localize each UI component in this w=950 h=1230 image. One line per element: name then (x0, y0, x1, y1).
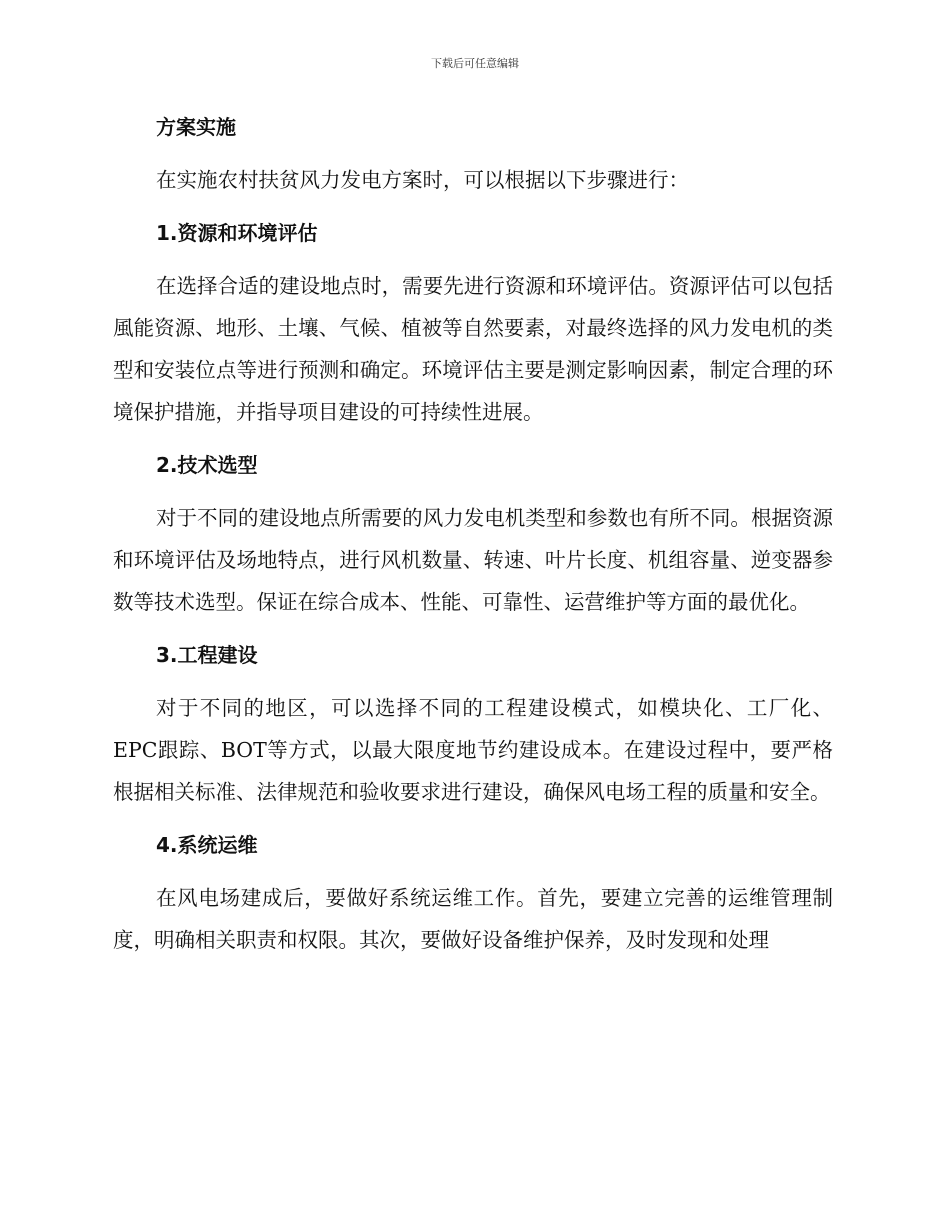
page-header: 下载后可任意编辑 (431, 57, 519, 70)
heading-technology-selection: 2.技术选型 (156, 453, 258, 477)
heading-system-operation: 4.系统运维 (156, 833, 258, 857)
paragraph-engineering-construction: 对于不同的地区，可以选择不同的工程建设模式，如模块化、工厂化、EPC跟踪、BOT等方式，以最大限度地节约建设成本。在建设过程中，要严格根据相关标准、法律规范和验收要求进行建设，确保风电场工程的质量和安全。 (113, 696, 833, 804)
intro-paragraph: 在实施农村扶贫风力发电方案时，可以根据以下步骤进行： (156, 168, 689, 192)
paragraph-system-operation: 在风电场建成后，要做好系统运维工作。首先，要建立完善的运维管理制度，明确相关职责和权限。其次，要做好设备维护保养，及时发现和处理 (113, 886, 833, 952)
paragraph-resource-assessment: 在选择合适的建设地点时，需要先进行资源和环境评估。资源评估可以包括風能资源、地形、土壤、气候、植被等自然要素，对最终选择的风力发电机的类型和安装位点等进行预测和确定。环境评估主要是测定影响因素，制定合理的环境保护措施，并指导项目建设的可持续性进展。 (113, 274, 833, 424)
paragraph-technology-selection: 对于不同的建设地点所需要的风力发电机类型和参数也有所不同。根据资源和环境评估及场地特点，进行风机数量、转速、叶片长度、机组容量、逆变器参数等技术选型。保证在综合成本、性能、可靠性、运营维护等方面的最优化。 (113, 506, 833, 614)
document-body (113, 104, 833, 961)
section-title: 方案实施 (156, 115, 236, 139)
heading-resource-assessment: 1.资源和环境评估 (156, 221, 318, 245)
heading-engineering-construction: 3.工程建设 (156, 643, 258, 667)
